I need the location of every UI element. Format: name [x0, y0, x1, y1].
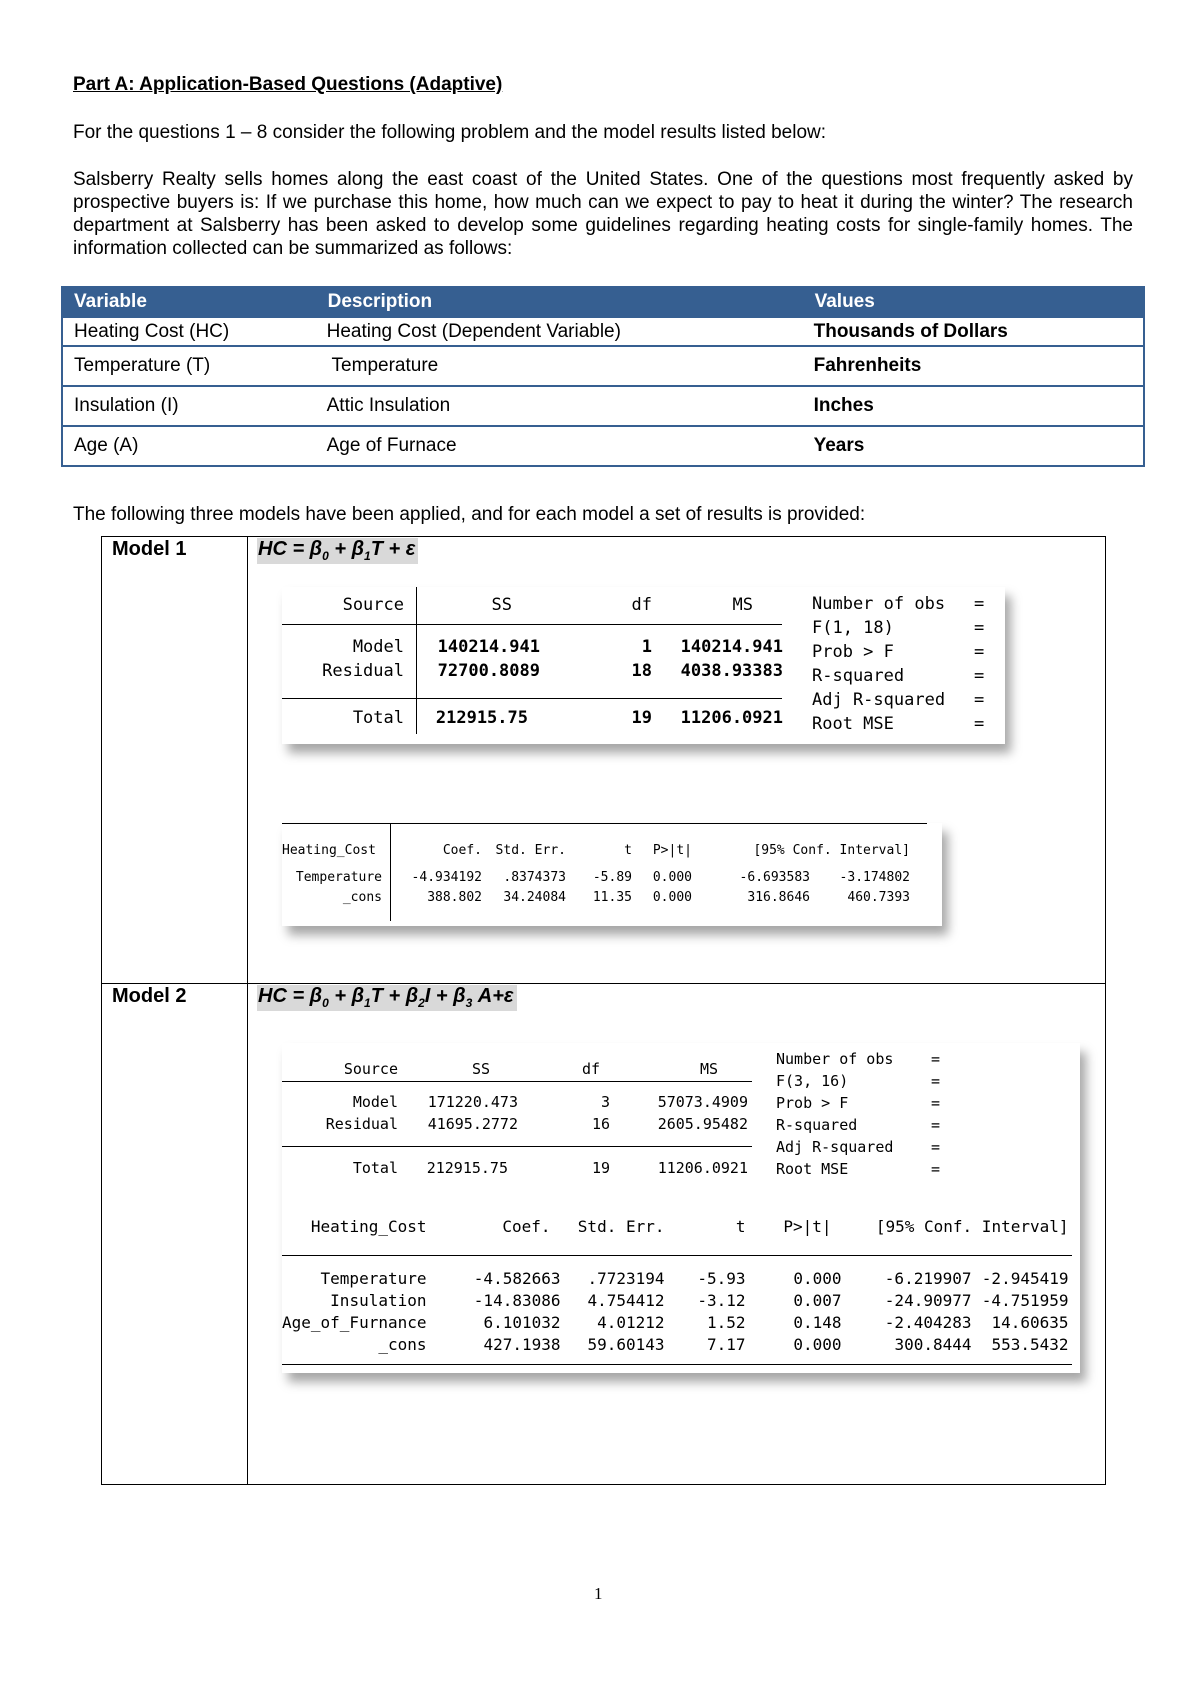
coef-p: 0.000 [652, 869, 692, 885]
coef-ci-high: -3.174802 [839, 869, 910, 885]
intro-text: For the questions 1 – 8 consider the following problem and the model results listed below: [73, 122, 827, 143]
header-variable: Variable [62, 287, 316, 317]
coef-term: Temperature [320, 1268, 427, 1288]
model1-label: Model 1 [112, 538, 187, 560]
header-description: Description [316, 287, 803, 317]
model1-coef-output [282, 823, 942, 926]
rule [282, 1364, 1072, 1365]
anova-source: Residual [322, 661, 404, 681]
coef-t: 7.17 [706, 1334, 746, 1354]
stat-equals: = [974, 594, 985, 614]
coef-table [282, 1217, 1069, 1355]
anova-ms: 2605.95482 [657, 1115, 748, 1133]
table-row [282, 706, 783, 730]
stat-label: Adj R-squared [812, 690, 946, 710]
coef-value: 427.1938 [483, 1334, 561, 1354]
coef-t: -5.89 [592, 869, 632, 885]
stat-label: R-squared [812, 666, 905, 686]
variable-table-header [62, 287, 1144, 317]
coef-value: -4.582663 [473, 1268, 561, 1288]
model2-label: Model 2 [112, 985, 187, 1007]
anova-table [282, 1047, 748, 1179]
coef-header: Heating_Cost [282, 842, 376, 858]
coef-se: 59.60143 [587, 1334, 665, 1354]
coef-table [282, 833, 910, 907]
coef-se: 34.24084 [503, 889, 566, 905]
coef-value: 6.101032 [483, 1312, 561, 1332]
stat-label: Root MSE [812, 714, 894, 734]
table-row [282, 1217, 1069, 1267]
stat-equals: = [931, 1116, 941, 1134]
anova-df: 19 [591, 1159, 610, 1177]
coef-t: 11.35 [592, 889, 632, 905]
anova-df: 16 [591, 1115, 610, 1133]
anova-ss: 212915.75 [435, 708, 528, 728]
coef-p: 0.000 [793, 1334, 842, 1354]
coef-term: _cons [342, 889, 382, 905]
coef-header: t [624, 842, 632, 858]
coef-ci-high: 14.60635 [991, 1312, 1069, 1332]
coef-header: [95% Conf. Interval] [875, 1217, 1069, 1236]
coef-header: Std. Err. [495, 842, 566, 858]
anova-header: Source [342, 595, 404, 615]
coef-header: Coef. [442, 842, 482, 858]
anova-ss: 72700.8089 [437, 661, 540, 681]
coef-ci-low: -24.90977 [884, 1290, 972, 1310]
variable-description: Attic Insulation [316, 386, 803, 426]
anova-header: MS [699, 1060, 718, 1078]
stat-label: Adj R-squared [776, 1138, 894, 1156]
coef-value: -4.934192 [411, 869, 482, 885]
coef-term: _cons [378, 1334, 427, 1354]
anova-ss: 171220.473 [427, 1093, 518, 1111]
model2-output [282, 1043, 1080, 1373]
table-row [282, 1047, 748, 1091]
anova-ms: 140214.941 [680, 637, 783, 657]
coef-t: 1.52 [706, 1312, 746, 1332]
coef-header: Heating_Cost [310, 1217, 427, 1236]
stat-equals: = [931, 1160, 941, 1178]
coef-term: Insulation [330, 1290, 427, 1310]
variable-values: Inches [803, 386, 1144, 426]
table-row [282, 1333, 1069, 1355]
variable-name: Insulation (I) [62, 386, 316, 426]
coef-se: .8374373 [503, 869, 566, 885]
anova-df: 3 [600, 1093, 610, 1111]
stat-label: Prob > F [776, 1094, 849, 1112]
table-row [62, 346, 1144, 386]
anova-ms: 11206.0921 [680, 708, 783, 728]
coef-se: .7723194 [587, 1268, 665, 1288]
variable-name: Age (A) [62, 426, 316, 466]
anova-header: df [631, 595, 652, 615]
frame-divider [247, 536, 248, 1485]
anova-ms: 11206.0921 [657, 1159, 748, 1177]
model2-formula: HC = $\beta_0 + \beta_1T + \beta_2I + \beta_3$ A+ε [257, 985, 517, 1011]
variable-values: Thousands of Dollars [803, 317, 1144, 346]
stat-label: F(1, 18) [812, 618, 894, 638]
page-number: 1 [594, 1584, 603, 1603]
coef-t: -5.93 [697, 1268, 746, 1288]
variable-values: Fahrenheits [803, 346, 1144, 386]
stat-label: F(3, 16) [776, 1072, 849, 1090]
model1-anova-output [282, 587, 1005, 744]
table-row [282, 833, 910, 867]
anova-header: SS [471, 1060, 490, 1078]
anova-ms: 57073.4909 [657, 1093, 748, 1111]
coef-ci-low: -2.404283 [884, 1312, 972, 1332]
models-intro-text: The following three models have been applied, and for each model a set of results is provided: [73, 504, 866, 525]
coef-ci-low: 316.8646 [747, 889, 810, 905]
table-row [282, 587, 783, 623]
frame-divider [101, 983, 1106, 984]
coef-se: 4.01212 [597, 1312, 665, 1332]
section-heading: Part A: Application-Based Questions (Adaptive) [73, 74, 503, 95]
stat-equals: = [974, 714, 985, 734]
stat-equals: = [931, 1094, 941, 1112]
variable-description: Age of Furnace [316, 426, 803, 466]
table-row [282, 887, 910, 907]
header-values: Values [803, 287, 1144, 317]
anova-ss: 212915.75 [426, 1159, 508, 1177]
anova-table [282, 587, 783, 730]
coef-term: Age_of_Furnance [282, 1312, 427, 1332]
stat-equals: = [974, 666, 985, 686]
coef-header: t [735, 1217, 746, 1236]
anova-df: 1 [641, 637, 652, 657]
stat-label: Number of obs [776, 1050, 894, 1068]
stat-equals: = [931, 1050, 941, 1068]
coef-header: Std. Err. [577, 1217, 665, 1236]
anova-header: MS [732, 595, 753, 615]
anova-ms: 4038.93383 [680, 661, 783, 681]
table-row [282, 659, 783, 683]
coef-term: Temperature [295, 869, 382, 885]
table-row [282, 867, 910, 887]
table-row [282, 635, 783, 659]
stat-equals: = [931, 1072, 941, 1090]
coef-ci-high: -2.945419 [981, 1268, 1069, 1288]
anova-source: Model [352, 637, 404, 657]
fit-stats [812, 592, 994, 736]
coef-ci-high: -4.751959 [981, 1290, 1069, 1310]
coef-header: [95% Conf. Interval] [753, 842, 910, 858]
anova-source: Total [352, 1159, 398, 1177]
problem-paragraph: Salsberry Realty sells homes along the east coast of the United States. One of the questions most frequently asked by prospective buyers is: If we purchase this home, how much can we expect to pay to heat it during the winter? The research department at Salsberry has been asked to develop some guidelines regarding heating costs for single-family homes. The information collected can be summarized as follows: [73, 169, 1133, 259]
coef-header: P>|t| [652, 842, 692, 858]
coef-ci-high: 553.5432 [991, 1334, 1069, 1354]
table-row [282, 1311, 1069, 1333]
coef-header: P>|t| [783, 1217, 832, 1236]
anova-header: df [581, 1060, 600, 1078]
variable-description: Temperature [316, 346, 803, 386]
stat-equals: = [974, 618, 985, 638]
coef-header: Coef. [502, 1217, 551, 1236]
anova-source: Model [352, 1093, 398, 1111]
anova-ss: 140214.941 [437, 637, 540, 657]
coef-p: 0.007 [793, 1290, 842, 1310]
coef-value: -14.83086 [473, 1290, 561, 1310]
coef-p: 0.148 [793, 1312, 842, 1332]
variable-name: Temperature (T) [62, 346, 316, 386]
stat-label: R-squared [776, 1116, 858, 1134]
coef-value: 388.802 [427, 889, 482, 905]
coef-p: 0.000 [652, 889, 692, 905]
stat-label: Number of obs [812, 594, 946, 614]
table-row [62, 317, 1144, 346]
stat-equals: = [974, 642, 985, 662]
anova-source: Total [352, 708, 404, 728]
coef-p: 0.000 [793, 1268, 842, 1288]
anova-df: 19 [631, 708, 652, 728]
anova-source: Residual [325, 1115, 398, 1133]
anova-ss: 41695.2772 [427, 1115, 518, 1133]
stat-equals: = [931, 1138, 941, 1156]
stat-label: Root MSE [776, 1160, 849, 1178]
coef-t: -3.12 [697, 1290, 746, 1310]
fit-stats [776, 1048, 951, 1180]
table-row [282, 1267, 1069, 1289]
table-row [282, 1157, 748, 1179]
variable-description: Heating Cost (Dependent Variable) [316, 317, 803, 346]
table-row [62, 426, 1144, 466]
table-row [62, 386, 1144, 426]
coef-ci-high: 460.7393 [847, 889, 910, 905]
table-row [282, 1091, 748, 1113]
coef-ci-low: -6.693583 [739, 869, 810, 885]
variable-table [61, 286, 1145, 467]
rule [282, 823, 927, 824]
stat-equals: = [974, 690, 985, 710]
stat-label: Prob > F [812, 642, 894, 662]
anova-header: SS [491, 595, 512, 615]
coef-se: 4.754412 [587, 1290, 665, 1310]
anova-header: Source [343, 1060, 398, 1078]
anova-df: 18 [631, 661, 652, 681]
coef-ci-low: -6.219907 [884, 1268, 972, 1288]
variable-name: Heating Cost (HC) [62, 317, 316, 346]
coef-ci-low: 300.8444 [894, 1334, 972, 1354]
model1-formula: HC = $\beta_0 + \beta_1T + \varepsilon$ [257, 538, 418, 564]
table-row [282, 1113, 748, 1135]
table-row [282, 1289, 1069, 1311]
variable-values: Years [803, 426, 1144, 466]
